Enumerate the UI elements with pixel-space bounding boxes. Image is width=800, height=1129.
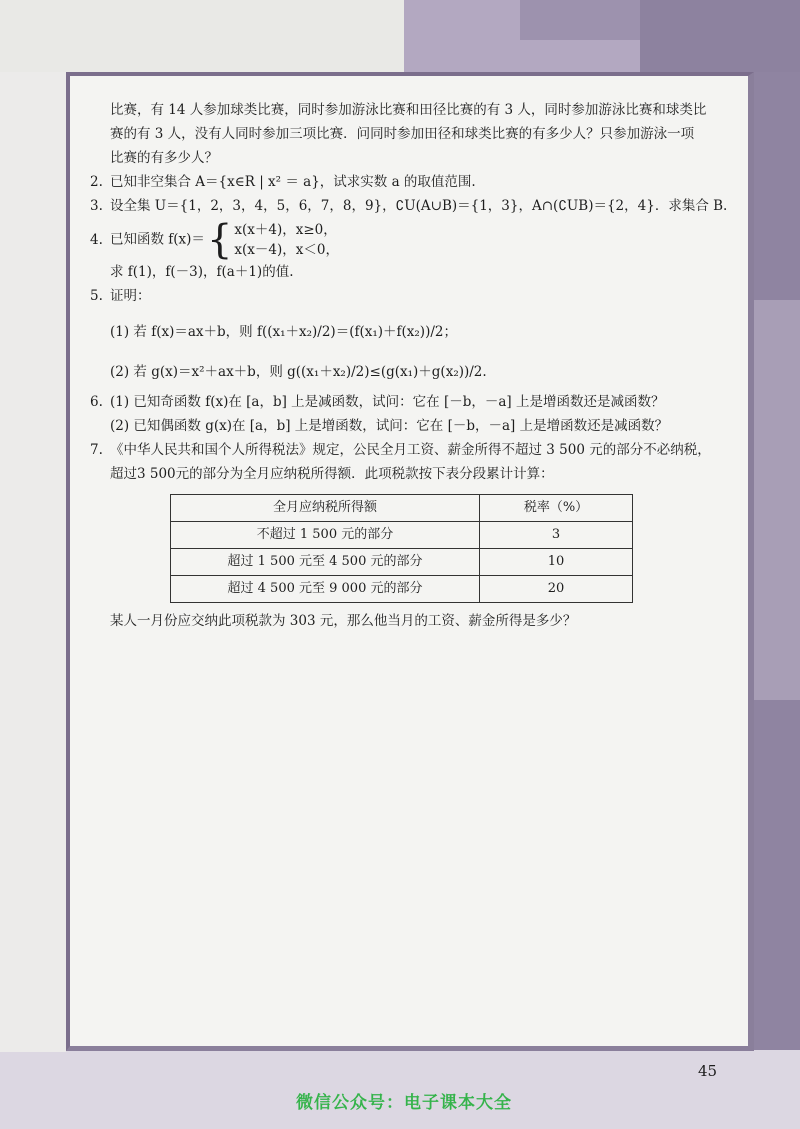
exercise-content [90,98,730,633]
table-row [171,549,633,576]
problem-subpart: (2) 若 g(x)＝x²＋ax＋b，则 g((x₁＋x₂)/2)≤(g(x₁)＋g(x₂))/2. [110,364,487,380]
problem-text: 某人一月份应交纳此项税款为 303 元，那么他当月的工资、薪金所得是多少？ [110,613,577,629]
tax-table [170,494,633,603]
problem-number: 4. [90,231,103,248]
text-line: 比赛的有多少人？ [110,150,218,166]
case-line: x(x＋4)，x≥0， [234,222,337,238]
column-header: 全月应纳税所得额 [171,495,480,522]
problem-text: 证明： [110,288,151,304]
case-line: x(x－4)，x＜0， [234,242,339,258]
problem-5 [90,284,730,384]
problem-number: 5. [90,288,103,304]
problem-text: 《中华人民共和国个人所得税法》规定，公民全月工资、薪金所得不超过 3 500 元的部分不必纳税， [110,442,711,458]
table-cell: 3 [480,522,633,549]
problem-number: 7. [90,442,103,458]
problem-text: 设全集 U＝{1，2，3，4，5，6，7，8，9}，∁U(A∪B)＝{1，3}，A∩(∁UB)＝{2，4}．求集合 B. [110,198,728,214]
watermark: 微信公众号：电子课本大全 [296,1093,512,1113]
problem-number: 3. [90,198,103,214]
problem-1-continuation [90,98,730,170]
problem-subpart: (1) 已知奇函数 f(x)在 [a，b] 上是减函数，试问：它在 [－b，－a] 上是增函数还是减函数？ [110,394,665,410]
problem-text: 超过3 500元的部分为全月应纳税所得额．此项税款按下表分段累计计算： [110,466,554,482]
problem-3 [90,194,730,218]
brace-symbol: { [206,217,233,263]
problem-text: 已知函数 f(x)＝ [110,231,205,248]
table-cell: 20 [480,576,633,603]
problem-6 [90,390,730,438]
table-cell: 10 [480,549,633,576]
table-cell: 超过 1 500 元至 4 500 元的部分 [171,549,480,576]
text-line: 比赛，有 14 人参加球类比赛，同时参加游泳比赛和田径比赛的有 3 人，同时参加游泳比赛和球类比 [110,102,707,118]
column-header: 税率（%） [480,495,633,522]
page-number: 45 [698,1062,718,1080]
problem-7 [90,438,730,633]
problem-2 [90,170,730,194]
text-line: 赛的有 3 人，没有人同时参加三项比赛．问同时参加田径和球类比赛的有多少人？只参加游泳一项 [110,126,695,142]
problem-subpart: (1) 若 f(x)＝ax＋b，则 f((x₁＋x₂)/2)＝(f(x₁)＋f(x₂))/2； [110,324,457,340]
table-row [171,576,633,603]
table-row [171,522,633,549]
problem-text: 已知非空集合 A＝{x∈R | x² ＝ a}，试求实数 a 的取值范围. [110,174,476,190]
problem-subpart: (2) 已知偶函数 g(x)在 [a，b] 上是增函数，试问：它在 [－b，－a] 上是增函数还是减函数？ [110,418,669,434]
problem-4 [90,217,730,284]
table-cell: 超过 4 500 元至 9 000 元的部分 [171,576,480,603]
table-header-row [171,495,633,522]
problem-text: 求 f(1)，f(－3)，f(a＋1)的值. [110,264,294,280]
problem-number: 2. [90,174,103,190]
piecewise-function [205,217,339,263]
problem-number: 6. [90,394,103,410]
table-cell: 不超过 1 500 元的部分 [171,522,480,549]
